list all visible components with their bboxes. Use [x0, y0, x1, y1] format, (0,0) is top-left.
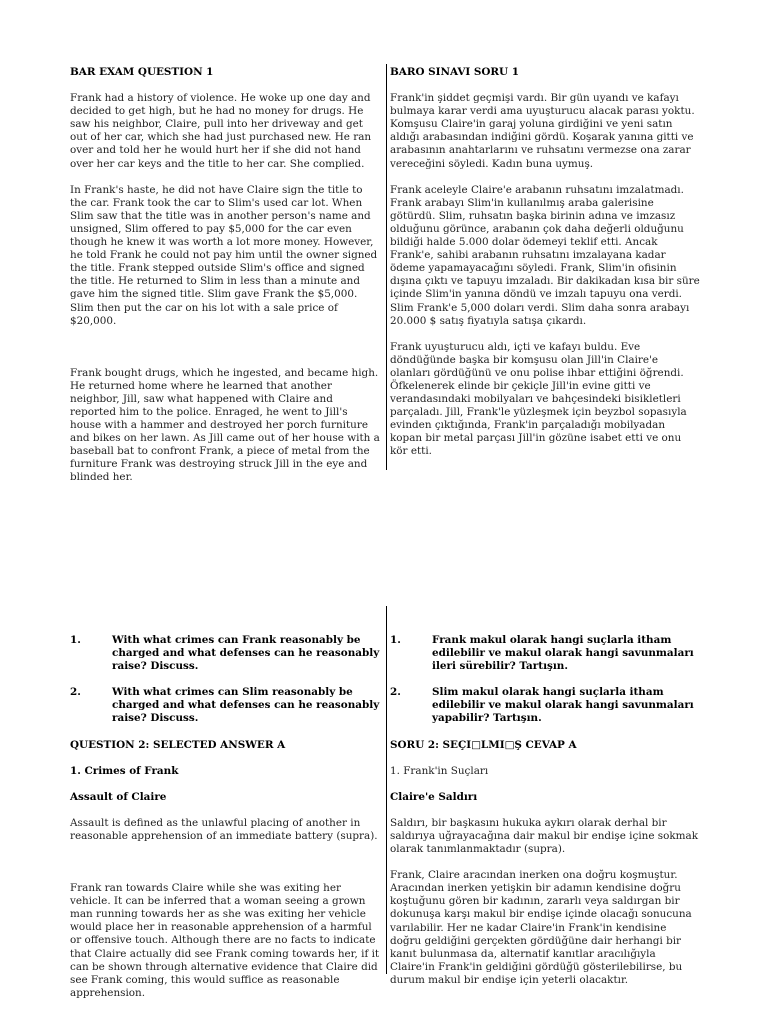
turkish-paragraph-3: Frank uyuşturucu aldı, içti ve kafayı buldu. Eve döndüğünde başka bir komşusu olan Jill'in Claire'e olanları gördüğünü ve onu polise ihbar ettiğini öğrendi. Öfkelenerek elinde bir çekiçle Jill'in evine gitti ve verandasındaki mobilyaları ve bahçesindeki bisikletleri parçaladı. Jill, Frank'le yüzleşmek için beyzbol sopasıyla evinden çıktığında, Frank'in parçaladığı mobilyadan kopan bir metal parçası Jill'in gözüne isabet etti ve onu kör etti.	[390, 340, 687, 458]
english-question-2-number: 2.	[70, 686, 81, 699]
english-column-bottom	[70, 634, 380, 1000]
english-question-1-number: 1.	[70, 634, 81, 646]
turkish-assault-facts: Frank, Claire aracından inerken ona doğru koşmuştur. Aracından inerken yetişkin bir adamın kendisine doğru koştuğunu gören bir kadının, zararlı veya saldırgan bir dokunuşa karşı makul bir endişe içinde olacağı sonucuna varılabilir. Her ne kadar Claire'in Frank'in kendisine doğru geldiğini gerçekten gördüğüne dair herhangi bir kanıt bulunmasa da, alternatif kanıtlar aracılığıyla Claire'in Frank'in geldiğini gördüğü gösterilebilirse, bu durum makul bir endişe için yeterli olacaktır.	[390, 869, 692, 986]
turkish-question-2-number: 2.	[390, 686, 401, 699]
turkish-question-1-text: Frank makul olarak hangi suçlarla itham edilebilir ve makul olarak hangi savunmaları ileri sürebilir? Tartışın.	[432, 634, 694, 673]
turkish-assault-heading: Claire'e Saldırı	[390, 790, 478, 803]
english-paragraph-3: Frank bought drugs, which he ingested, and became high. He returned home where he learned that another neighbor, Jill, saw what happened with Claire and reported him to the police. Enraged, he went to Jill's house with a hammer and destroyed her porch furniture and bikes on her lawn. As Jill came out of her house with a baseball bat to confront Frank, a piece of metal from the furniture Frank was destroying struck Jill in the eye and blinded her.	[70, 366, 380, 484]
column-divider-top	[386, 64, 387, 470]
english-paragraph-1: Frank had a history of violence. He woke up one day and decided to get high, but he had no money for drugs. He saw his neighbor, Claire, pull into her driveway and get out of her car, which she had just purchased new. He ran over and told her he would hurt her if she did not hand over her car keys and the title to her car. She complied.	[70, 92, 372, 170]
turkish-column-bottom	[390, 634, 700, 987]
english-question-2-text: With what crimes can Slim reasonably be charged and what defenses can he reasonably raise? Discuss.	[112, 686, 380, 725]
english-assault-facts: Frank ran towards Claire while she was exiting her vehicle. It can be inferred that a woman seeing a grown man running towards her as she was exiting her vehicle would place her in reasonable apprehension of a harmful or offensive touch. Although there are no facts to indicate that Claire actually did see Frank coming towards her, if it can be shown through alternative evidence that Claire did see Frank coming, this would suffice as reasonable apprehension.	[70, 882, 380, 999]
turkish-crimes-heading: 1. Frank'in Suçları	[390, 764, 489, 777]
turkish-question-1-number: 1.	[390, 634, 401, 646]
turkish-paragraph-1: Frank'in şiddet geçmişi vardı. Bir gün uyandı ve kafayı bulmaya karar verdi ama uyuşturucu alacak parası yoktu. Komşusu Claire'in garaj yoluna girdiğini ve yeni satın aldığı arabasından indiğini gördü. Koşarak yanına gitti ve arabasının anahtarlarını ve ruhsatını vermezse ona zarar vereceğini söyledi. Kadın buna uymuş.	[390, 92, 695, 170]
turkish-question-1	[390, 634, 700, 673]
turkish-column-top	[390, 66, 700, 459]
turkish-answer-heading: SORU 2: SEÇI□LMI□Ş CEVAP A	[390, 738, 577, 751]
english-question-1	[70, 634, 380, 673]
english-column-top	[70, 66, 380, 485]
turkish-question-2	[390, 686, 700, 725]
english-title: BAR EXAM QUESTION 1	[70, 66, 214, 78]
english-answer-heading: QUESTION 2: SELECTED ANSWER A	[70, 738, 286, 751]
turkish-paragraph-2: Frank aceleyle Claire'e arabanın ruhsatını imzalatmadı. Frank arabayı Slim'in kullanılmış araba galerisine götürdü. Slim, ruhsatın başka birinin adına ve imzasız olduğunu görünce, arabanın çok daha değerli olduğunu bildiği halde 5.000 dolar ödemeyi teklif etti. Ancak Frank'e, sahibi arabanın ruhsatını imzalayana kadar ödeme yapamayacağını söyledi. Frank, Slim'in ofisinin dışına çıktı ve tapuyu imzaladı. Bir dakikadan kısa bir süre içinde Slim'in yanına döndü ve imzalı tapuyu ona verdi. Slim Frank'e 5,000 doları verdi. Slim daha sonra arabayı 20.000 $ satış fiyatıyla satışa çıkardı.	[390, 183, 700, 327]
column-divider-bottom	[386, 606, 387, 974]
english-question-1-text: With what crimes can Frank reasonably be charged and what defenses can he reasonably raise? Discuss.	[112, 634, 380, 673]
turkish-assault-definition: Saldırı, bir başkasını hukuka aykırı olarak derhal bir saldırıya uğrayacağına dair makul bir endişe içine sokmak olarak tanımlanmaktadır (supra).	[390, 816, 699, 856]
english-assault-definition: Assault is defined as the unlawful placing of another in reasonable apprehension of an immediate battery (supra).	[70, 816, 378, 842]
turkish-title: BARO SINAVI SORU 1	[390, 66, 519, 78]
english-crimes-heading: 1. Crimes of Frank	[70, 764, 179, 777]
turkish-question-2-text: Slim makul olarak hangi suçlarla itham edilebilir ve makul olarak hangi savunmaları yapabilir? Tartışın.	[432, 686, 694, 725]
english-question-2	[70, 686, 380, 725]
english-assault-heading: Assault of Claire	[70, 790, 167, 803]
english-paragraph-2: In Frank's haste, he did not have Claire sign the title to the car. Frank took the car to Slim's used car lot. When Slim saw that the title was in another person's name and unsigned, Slim offered to pay $5,000 for the car even though he knew it was worth a lot more money. However, he told Frank he could not pay him until the owner signed the title. Frank stepped outside Slim's office and signed the title. He returned to Slim in less than a minute and gave him the signed title. Slim gave Frank the $5,000. Slim then put the car on his lot with a sale price of $20,000.	[70, 183, 378, 327]
